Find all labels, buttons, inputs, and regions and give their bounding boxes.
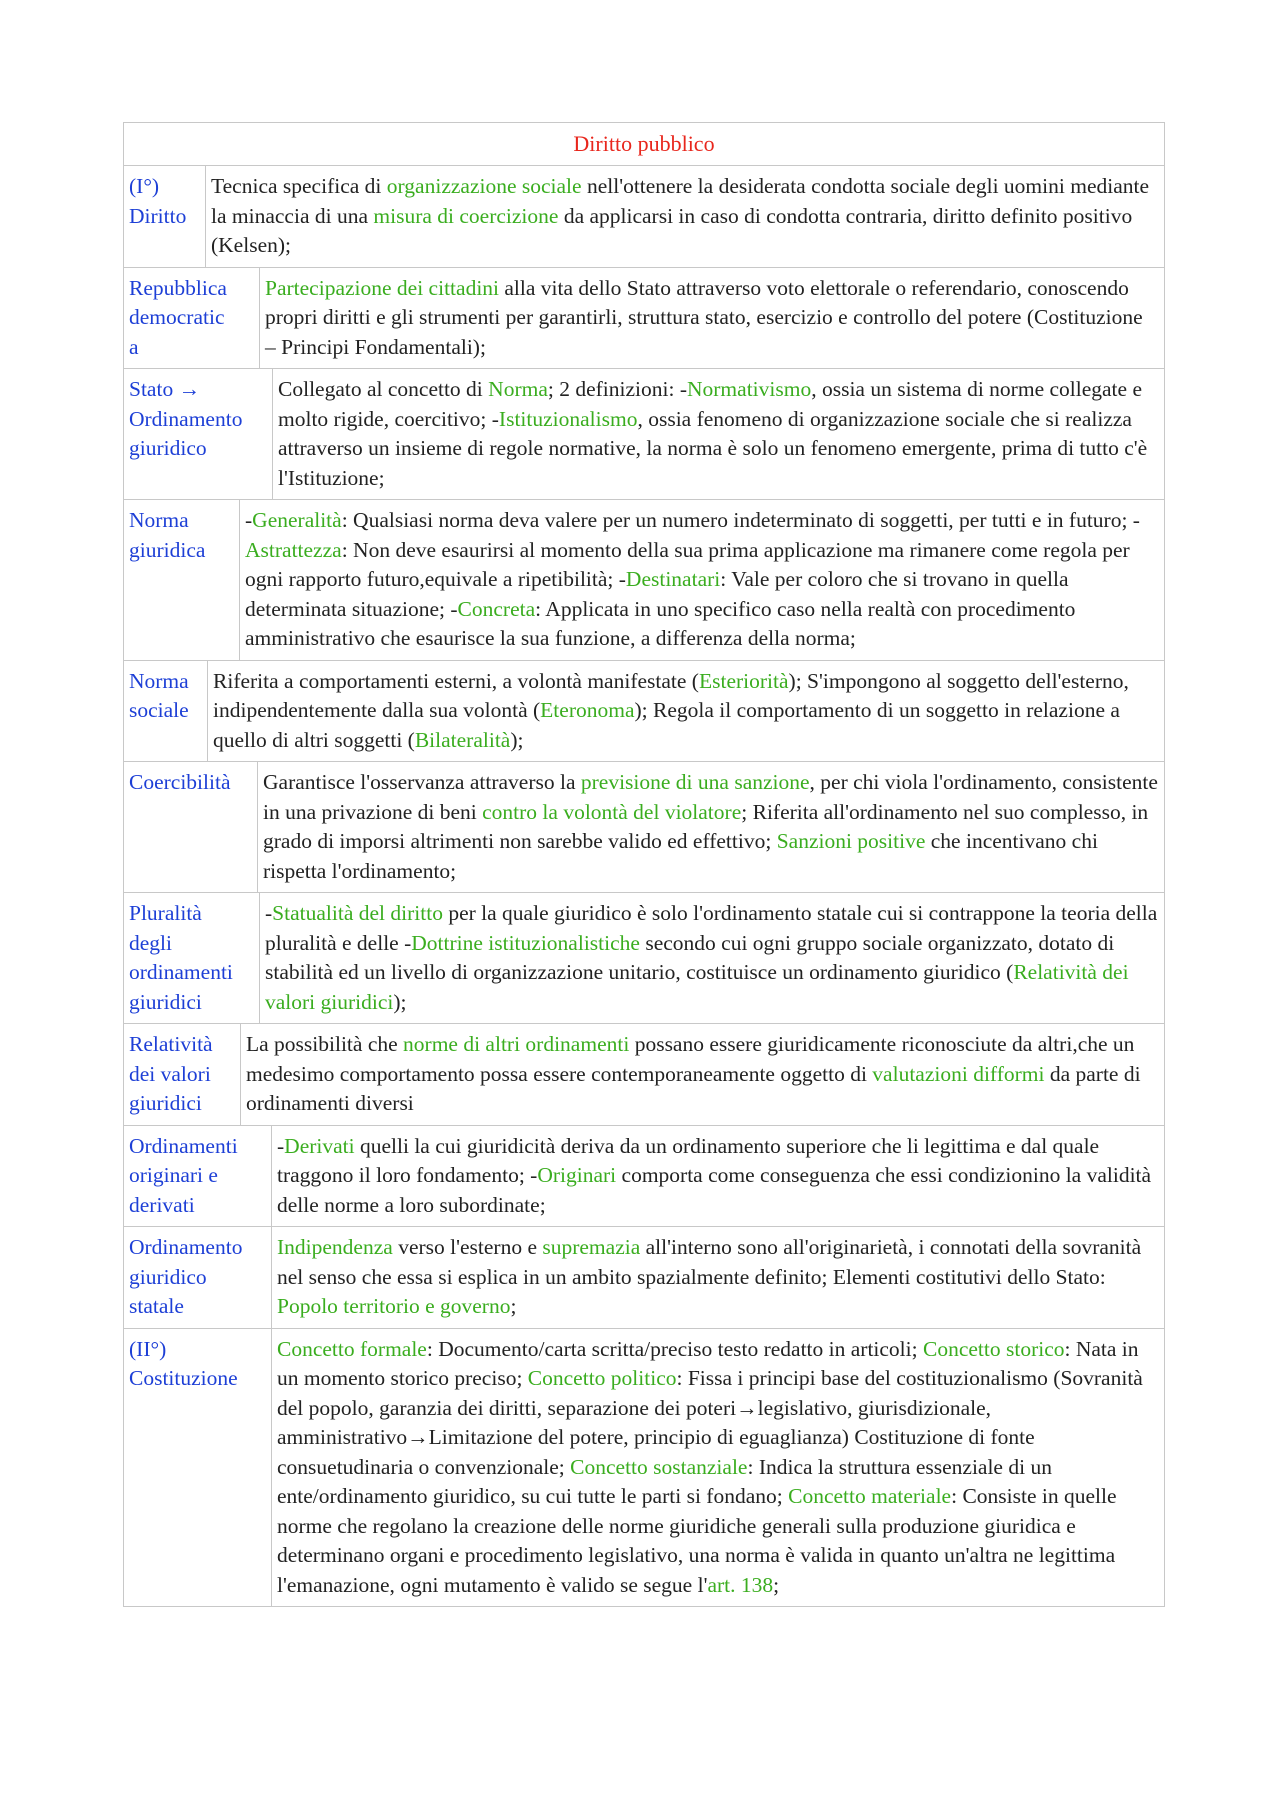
table-row <box>123 1329 1165 1608</box>
table-row <box>123 1227 1165 1329</box>
term-line: giuridico <box>129 1264 207 1289</box>
definition-text: - <box>265 901 273 925</box>
highlight-term: supremazia <box>542 1235 641 1259</box>
term-line: Coercibilità <box>129 770 231 794</box>
row-definition <box>208 661 1164 762</box>
definition-text: Riferita a comportamenti esterni, a volontà manifestate ( <box>213 668 699 693</box>
definition-text: : Consiste in quelle norme che regolano la creazione delle norme giuridiche generali sulla produzione giuridica e determinano organi e procedimento legislativo, una norma è valida in quanto un'altra ne legittima l'emanazione, ogni mutamento è valido se segue l' <box>277 1484 1117 1597</box>
term-line: giuridici <box>129 989 202 1014</box>
definition-text: : Documento/carta scritta/preciso testo redatto in articoli; <box>426 1336 923 1361</box>
highlight-term: Astrattezza <box>245 537 342 562</box>
highlight-term: Bilateralità <box>414 727 511 752</box>
term-line: dei valori <box>129 1061 211 1086</box>
highlight-term: art. 138 <box>707 1572 774 1597</box>
definition-text: da parte di ordinamenti diversi <box>246 1061 1141 1115</box>
definition-text: : Qualsiasi norma deva valere per un numero indeterminato di soggetti, per tutti e in futuro; - <box>341 508 1140 532</box>
highlight-term: organizzazione sociale <box>386 174 582 198</box>
row-term <box>124 661 208 762</box>
row-definition <box>272 1126 1164 1227</box>
highlight-term: misura di coercizione <box>373 203 559 228</box>
row-definition <box>258 762 1164 892</box>
row-definition <box>260 268 1164 369</box>
highlight-term: Normativismo <box>687 377 812 401</box>
term-line: Norma <box>129 508 189 532</box>
row-definition <box>273 369 1164 499</box>
highlight-term: Concetto materiale <box>788 1484 952 1508</box>
definition-text: , per chi viola l'ordinamento, consistente in una privazione di beni <box>263 770 1158 824</box>
definition-text: ); Regola il comportamento di un soggetto in relazione a quello di altri soggetti ( <box>213 698 1120 752</box>
row-definition <box>240 500 1164 660</box>
highlight-term: Popolo territorio e governo <box>277 1294 511 1318</box>
term-line: degli <box>129 930 172 955</box>
term-line: originari e <box>129 1163 218 1187</box>
highlight-term: Concetto formale <box>277 1336 427 1361</box>
definition-text: ; 2 definizioni: - <box>547 377 687 401</box>
term-line: Relatività <box>129 1032 213 1056</box>
row-term <box>124 893 260 1023</box>
highlight-term: norme di altri ordinamenti <box>403 1032 630 1056</box>
row-definition <box>206 166 1164 267</box>
term-line: sociale <box>129 698 189 722</box>
highlight-term: Indipendenza <box>277 1235 393 1259</box>
definition-text: verso l'esterno e <box>392 1235 543 1259</box>
highlight-term: Concreta <box>457 596 536 621</box>
definition-text: Tecnica specifica di <box>211 174 387 198</box>
row-definition <box>241 1024 1164 1125</box>
definition-text: ; <box>510 1294 517 1318</box>
highlight-term: Dottrine istituzionalistiche <box>411 930 640 955</box>
highlight-term: Sanzioni positive <box>776 829 926 853</box>
definition-text: : Applicata in uno specifico caso nella realtà con procedimento amministrativo che esaurisce la sua funzione, a differenza della norma; <box>245 596 1076 650</box>
definition-text: da applicarsi in caso di condotta contraria, diritto definito positivo (Kelsen); <box>211 203 1133 257</box>
highlight-term: Istituzionalismo <box>498 406 638 431</box>
definition-text: - <box>245 508 253 532</box>
highlight-term: Relatività dei valori giuridici <box>265 960 1129 1014</box>
term-line: Stato → <box>129 377 201 401</box>
highlight-term: previsione di una sanzione <box>580 770 810 794</box>
definition-text: ); <box>393 989 407 1014</box>
term-line: giuridica <box>129 537 206 562</box>
definition-text: La possibilità che <box>246 1032 404 1056</box>
row-term <box>124 500 240 660</box>
term-line: Costituzione <box>129 1366 238 1390</box>
table-row <box>123 762 1165 893</box>
highlight-term: Partecipazione dei cittadini <box>265 275 500 300</box>
term-line: Ordinamento <box>129 406 243 431</box>
definition-text: per la quale giuridico è solo l'ordinamento statale cui si contrappone la teoria della pluralità e delle - <box>265 901 1158 955</box>
notes-table <box>123 122 1165 1607</box>
highlight-term: Generalità <box>252 508 342 532</box>
term-line: a <box>129 334 139 359</box>
table-row <box>123 1126 1165 1228</box>
table-row <box>123 661 1165 763</box>
row-definition <box>272 1329 1164 1607</box>
term-line: Diritto <box>129 203 187 228</box>
definition-text: alla vita dello Stato attraverso voto elettorale o referendario, conoscendo propri diritti e gli strumenti per garantirli, struttura stato, esercizio e controllo del potere (Costituzione – Principi Fondamentali); <box>265 275 1143 359</box>
term-line: Ordinamenti <box>129 1133 238 1158</box>
row-term <box>124 1126 272 1227</box>
term-line: giuridico <box>129 436 207 460</box>
row-definition <box>272 1227 1164 1328</box>
definition-text: all'interno sono all'originarietà, i connotati della sovranità nel senso che essa si esplica in un ambito spazialmente definito; Elementi costitutivi dello Stato: <box>277 1235 1142 1289</box>
definition-text: , ossia un sistema di norme collegate e molto rigide, coercitivo; - <box>278 377 1142 431</box>
definition-text: possano essere giuridicamente riconosciute da altri,che un medesimo comportamento possa essere contemporaneamente oggetto di <box>246 1032 1135 1086</box>
term-line: (I°) <box>129 174 160 198</box>
definition-text: ); <box>510 727 524 752</box>
definition-text: ; Riferita all'ordinamento nel suo complesso, in grado di imporsi altrimenti non sarebbe valido ed effettivo; <box>263 799 1149 853</box>
row-term <box>124 1329 272 1607</box>
definition-text: Garantisce l'osservanza attraverso la <box>263 770 581 794</box>
row-term <box>124 1227 272 1328</box>
term-line: Norma <box>129 668 189 693</box>
row-term <box>124 1024 241 1125</box>
definition-text: : Fissa i principi base del costituzionalismo (Sovranità del popolo, garanzia dei diritti, separazione dei poteri→legislativo, giurisdizionale, amministrativo→Limitazione del potere, principio di eguaglianza) Costituzione di fonte consuetudinaria o convenzionale; <box>277 1366 1143 1479</box>
highlight-term: Eteronoma <box>540 698 635 722</box>
highlight-term: Originari <box>537 1163 617 1187</box>
highlight-term: contro la volontà del violatore <box>482 799 742 824</box>
definition-text: , ossia fenomeno di organizzazione sociale che si realizza attraverso un insieme di regole normative, la norma è solo un fenomeno emergente, prima di tutto c'è l'Istituzione; <box>278 406 1148 490</box>
definition-text: - <box>277 1133 285 1158</box>
table-row <box>123 500 1165 661</box>
row-term <box>124 369 273 499</box>
definition-text: Collegato al concetto di <box>278 377 489 401</box>
definition-text: comporta come conseguenza che essi condizionino la validità delle norme a loro subordinate; <box>277 1163 1152 1217</box>
definition-text: secondo cui ogni gruppo sociale organizzato, dotato di stabilità ed un livello di organizzazione unitario, costituisce un ordinamento giuridico ( <box>265 930 1115 984</box>
definition-text: : Nata in un momento storico preciso; <box>277 1336 1139 1390</box>
definition-text: : Vale per coloro che si trovano in quella determinata situazione; - <box>245 567 1069 621</box>
term-line: giuridici <box>129 1091 202 1115</box>
definition-text: ; <box>773 1572 780 1597</box>
definition-text: : Indica la struttura essenziale di un ente/ordinamento giuridico, su cui tutte le parti si fondano; <box>277 1454 1052 1508</box>
definition-text: che incentivano chi rispetta l'ordinamento; <box>263 829 1098 883</box>
row-term <box>124 762 258 892</box>
definition-text: quelli la cui giuridicità deriva da un ordinamento superiore che li legittima e dal quale traggono il loro fondamento; - <box>277 1133 1100 1187</box>
highlight-term: Norma <box>488 377 548 401</box>
highlight-term: Concetto storico <box>922 1336 1065 1361</box>
table-row <box>123 893 1165 1024</box>
table-title: Diritto pubblico <box>123 122 1165 166</box>
row-definition <box>260 893 1164 1023</box>
term-line: Repubblica <box>129 275 227 300</box>
highlight-term: valutazioni difformi <box>872 1061 1045 1086</box>
highlight-term: Derivati <box>284 1133 355 1158</box>
highlight-term: Concetto politico <box>527 1366 677 1390</box>
table-row <box>123 369 1165 500</box>
term-line: democratic <box>129 305 225 329</box>
definition-text: nell'ottenere la desiderata condotta sociale degli uomini mediante la minaccia di una <box>211 174 1150 228</box>
term-line: ordinamenti <box>129 960 233 984</box>
highlight-term: Concetto sostanziale <box>570 1454 748 1479</box>
highlight-term: Destinatari <box>625 567 721 591</box>
term-line: derivati <box>129 1192 195 1217</box>
highlight-term: Statualità del diritto <box>272 901 443 925</box>
table-row <box>123 1024 1165 1126</box>
row-term <box>124 166 206 267</box>
term-line: Pluralità <box>129 901 202 925</box>
term-line: statale <box>129 1294 184 1318</box>
table-row <box>123 268 1165 370</box>
table-row <box>123 166 1165 268</box>
term-line: (II°) <box>129 1336 167 1361</box>
row-term <box>124 268 260 369</box>
term-line: Ordinamento <box>129 1235 243 1259</box>
definition-text: ); S'impongono al soggetto dell'esterno, indipendentemente dalla sua volontà ( <box>213 668 1129 722</box>
highlight-term: Esteriorità <box>698 668 789 693</box>
definition-text: : Non deve esaurirsi al momento della sua prima applicazione ma rimanere come regola per ogni rapporto futuro,equivale a ripetibilità; - <box>245 537 1130 591</box>
